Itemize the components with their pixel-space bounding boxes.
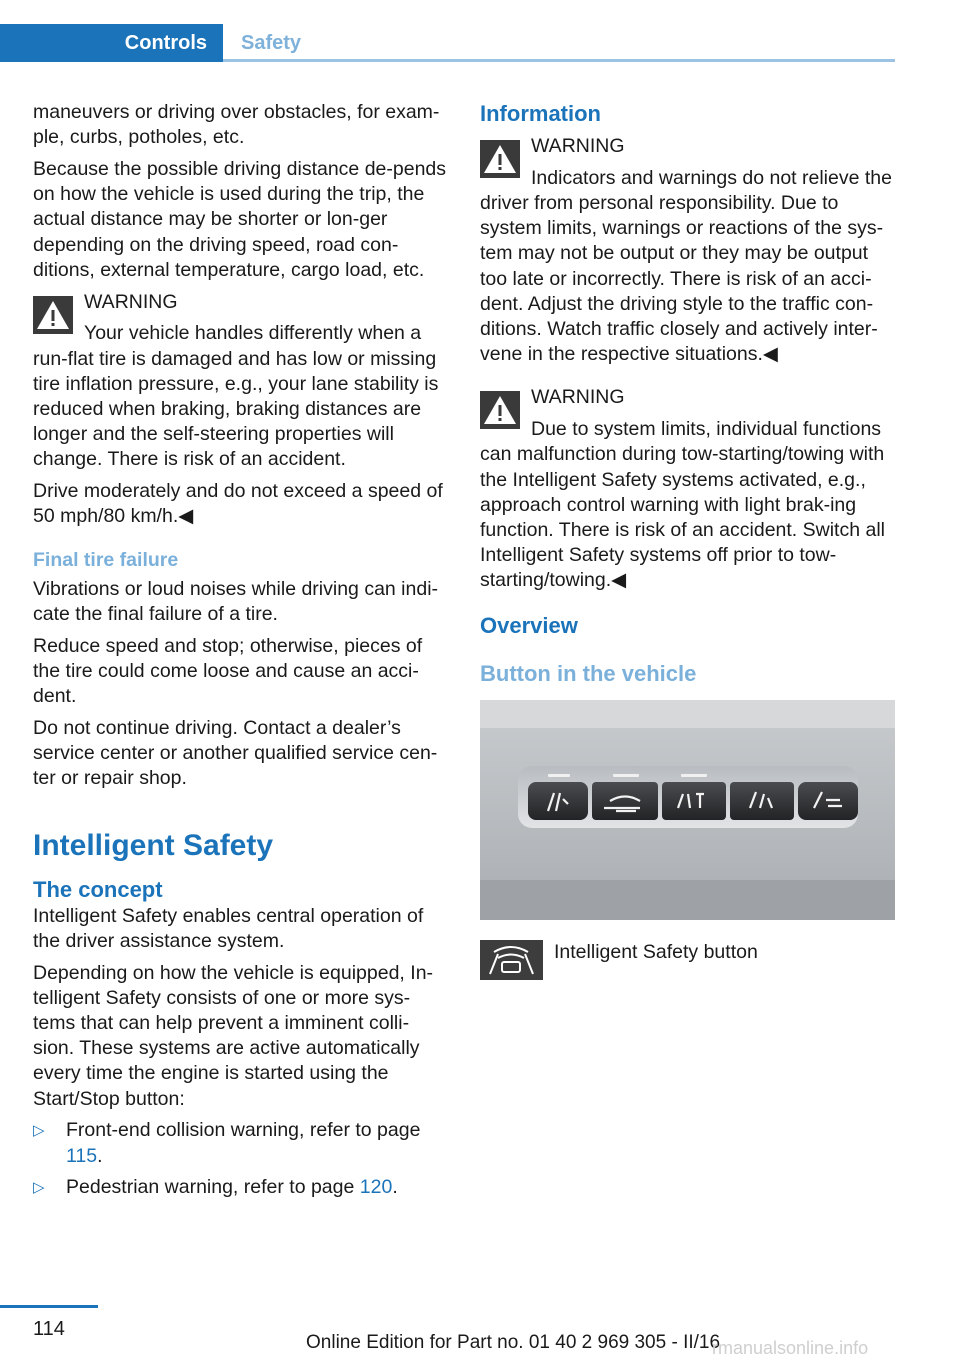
- paragraph: Reduce speed and stop; otherwise, pieces of the tire could come loose and cause an acci-dent.: [33, 634, 423, 708]
- warning-triangle-icon: [480, 391, 520, 429]
- warning-block: [480, 385, 896, 593]
- header-rule: [223, 59, 895, 62]
- caption-text: Intelligent Safety button: [554, 940, 758, 963]
- paragraph: maneuvers or driving over obstacles, for exam-ple, curbs, potholes, etc.: [33, 101, 440, 149]
- warning-triangle-icon: [33, 296, 73, 334]
- button-in-vehicle-heading: Button in the vehicle: [480, 660, 697, 686]
- warning-title: WARNING: [531, 135, 625, 157]
- warning-text: Indicators and warnings do not relieve the driver from personal responsibility. Due to system limits, warnings or reactions of the sys-tem may not be output or they may be output too late or incorrectly. There is risk of an acci-dent. Adjust the driving style to the traffic con-ditions. Watch traffic closely and actively inter-vene in the respective situations.◀: [480, 166, 892, 366]
- paragraph: Vibrations or loud noises while driving can indi-cate the final failure of a tire.: [33, 577, 439, 626]
- right-column: [480, 100, 896, 982]
- intelligent-safety-button-icon: [480, 940, 543, 980]
- vehicle-button-photo: [480, 700, 895, 920]
- section-heading: Intelligent Safety: [33, 828, 274, 862]
- page-number: 114: [33, 1318, 65, 1340]
- paragraph: Do not continue driving. Contact a dealer’s service center or another qualified service cen-ter or repair shop.: [33, 717, 438, 790]
- warning-block: [33, 290, 449, 530]
- paragraph: Intelligent Safety enables central operation of the driver assistance system.: [33, 904, 424, 952]
- left-column: [33, 100, 449, 1207]
- warning-text: Your vehicle handles differently when a run-flat tire is damaged and has low or missing tire inflation pressure, e.g., your lane stability is reduced when braking, braking distances are longer and the self-steering properties will change. There is risk of an accident.: [33, 322, 439, 471]
- warning-title: WARNING: [531, 386, 625, 409]
- page-link[interactable]: 115: [66, 1144, 98, 1167]
- information-heading: Information: [480, 101, 601, 126]
- warning-triangle-icon: [480, 140, 520, 178]
- list-item: ▷ Front-end collision warning, refer to page 115.: [33, 1119, 421, 1167]
- overview-heading: Overview: [480, 612, 578, 638]
- figure-caption: [480, 940, 896, 982]
- page-link[interactable]: 120: [359, 1176, 393, 1199]
- warning-text: Due to system limits, individual functions can malfunction during tow-starting/towing with the Intelligent Safety systems activated, e.g., approach control warning with light brak-ing function. There is risk of an accident. Switch all Intelligent Safety systems off prior to tow-starting/towing.◀: [480, 418, 885, 592]
- edition-text: Online Edition for Part no. 01 40 2 969 305 - II/16: [306, 1332, 721, 1353]
- warning-text-2: Drive moderately and do not exceed a speed of 50 mph/80 km/h.◀: [33, 480, 443, 528]
- bullet-arrow-icon: ▷: [33, 1179, 45, 1197]
- tab-safety[interactable]: Safety: [223, 24, 895, 62]
- list-item: ▷ Pedestrian warning, refer to page 120.: [33, 1175, 449, 1200]
- button-panel-illustration: [480, 700, 895, 920]
- subheading-final-tire-failure: Final tire failure: [33, 548, 179, 571]
- footer-rule: [0, 1305, 98, 1308]
- paragraph: Because the possible driving distance de-pends on how the vehicle is used during the trip, the actual distance may be shorter or lon-ger depending on the driving speed, road con-ditions, external temperature, cargo load, etc.: [33, 158, 447, 281]
- watermark: rmanualsonline.info: [712, 1338, 869, 1358]
- warning-title: WARNING: [84, 290, 178, 313]
- concept-heading: The concept: [33, 876, 163, 902]
- tab-controls[interactable]: Controls: [0, 24, 223, 62]
- warning-block: [480, 134, 896, 367]
- bullet-arrow-icon: ▷: [33, 1122, 45, 1140]
- header-tabs: [0, 0, 895, 62]
- paragraph: Depending on how the vehicle is equipped, In-telligent Safety consists of one or more sys-tems that can help prevent a imminent colli-sion. These systems are active automatically every time the engine is started using the Start/Stop button:: [33, 961, 434, 1110]
